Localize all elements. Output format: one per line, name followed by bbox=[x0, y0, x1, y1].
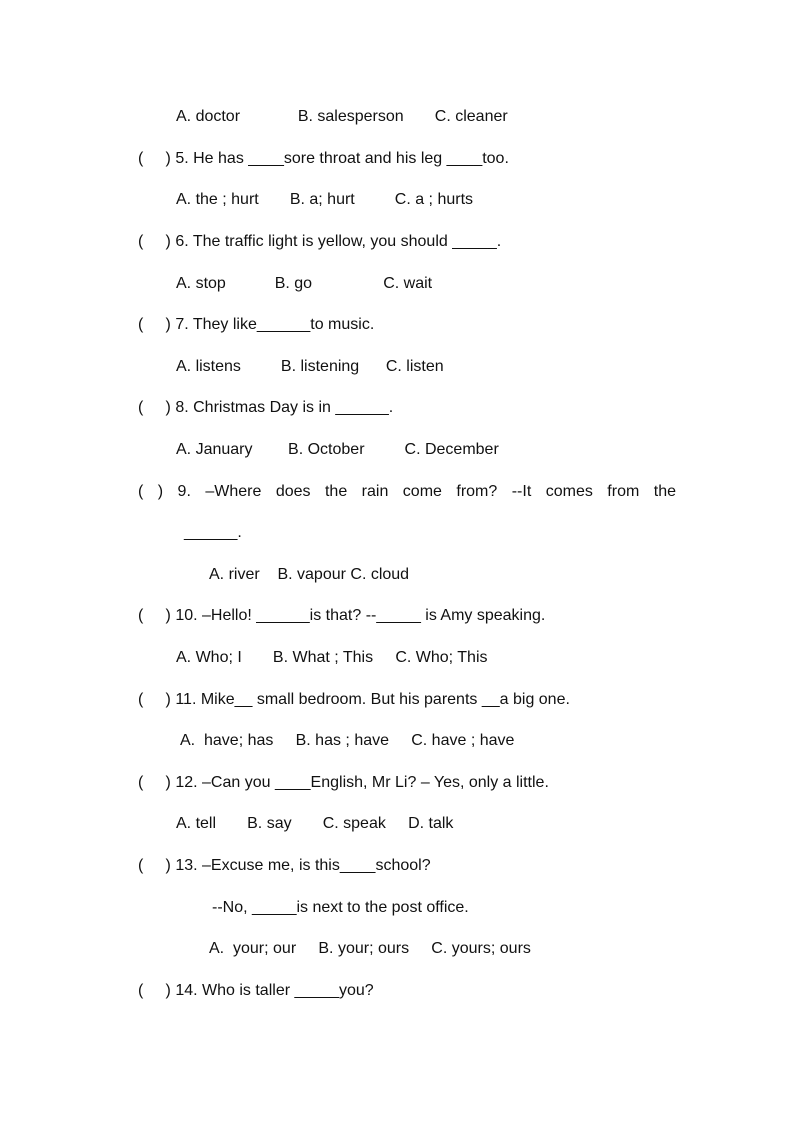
q6-options: A. stop B. go C. wait bbox=[176, 275, 433, 292]
question-10: ( ) 10. –Hello! ______is that? --_____ is Amy speaking. bbox=[138, 607, 546, 624]
question-6: ( ) 6. The traffic light is yellow, you should _____. bbox=[138, 233, 502, 250]
q9-options: A. river B. vapour C. cloud bbox=[209, 566, 410, 583]
q13-options: A. your; our B. your; ours C. yours; ours bbox=[209, 940, 531, 957]
q12-options: A. tell B. say C. speak D. talk bbox=[176, 815, 454, 832]
question-9-blank: ______. bbox=[184, 524, 242, 541]
question-9: ( ) 9. –Where does the rain come from? --It comes from the bbox=[138, 483, 676, 500]
question-8: ( ) 8. Christmas Day is in ______. bbox=[138, 399, 394, 416]
q5-options: A. the ; hurt B. a; hurt C. a ; hurts bbox=[176, 191, 474, 208]
question-12: ( ) 12. –Can you ____English, Mr Li? – Yes, only a little. bbox=[138, 774, 549, 791]
question-11: ( ) 11. Mike__ small bedroom. But his parents __a big one. bbox=[138, 691, 570, 708]
q10-options: A. Who; I B. What ; This C. Who; This bbox=[176, 649, 488, 666]
question-13-reply: --No, _____is next to the post office. bbox=[212, 899, 469, 916]
q4-options: A. doctor B. salesperson C. cleaner bbox=[176, 108, 508, 125]
q7-options: A. listens B. listening C. listen bbox=[176, 358, 444, 375]
q8-options: A. January B. October C. December bbox=[176, 441, 499, 458]
question-13: ( ) 13. –Excuse me, is this____school? bbox=[138, 857, 431, 874]
question-14: ( ) 14. Who is taller _____you? bbox=[138, 982, 374, 999]
q11-options: A. have; has B. has ; have C. have ; have bbox=[180, 732, 515, 749]
question-7: ( ) 7. They like______to music. bbox=[138, 316, 375, 333]
question-5: ( ) 5. He has ____sore throat and his leg ____too. bbox=[138, 150, 509, 167]
